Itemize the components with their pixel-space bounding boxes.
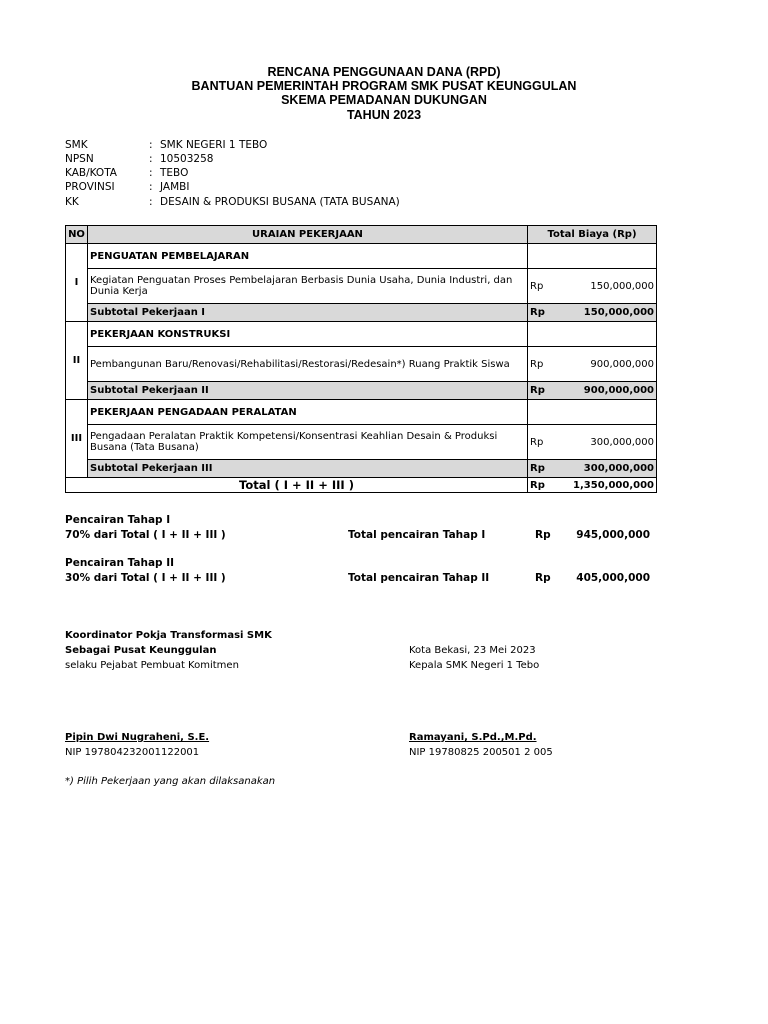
signer-right-nip: NIP 19780825 200501 2 005	[409, 747, 553, 758]
identity-label: NPSN	[65, 153, 94, 165]
pencairan-1-currency: Rp	[535, 529, 551, 541]
identity-colon: :	[149, 139, 153, 151]
currency-label: Rp	[528, 478, 556, 493]
table-row	[66, 347, 657, 382]
identity-colon: :	[149, 167, 153, 179]
total-label: Total ( I + II + III )	[66, 478, 528, 493]
subtotal-label: Subtotal Pekerjaan II	[88, 382, 528, 400]
subtotal-amount: 300,000,000	[556, 460, 657, 478]
currency-label: Rp	[528, 425, 556, 460]
subtotal-row	[66, 304, 657, 322]
table-header-row	[66, 226, 657, 244]
pencairan-2-amount: 405,000,000	[576, 572, 650, 584]
signer-left-name: Pipin Dwi Nugraheni, S.E.	[65, 732, 210, 743]
section-title: PEKERJAAN PENGADAAN PERALATAN	[88, 400, 528, 425]
table-row	[66, 269, 657, 304]
subtotal-amount: 150,000,000	[556, 304, 657, 322]
empty-cell	[528, 400, 657, 425]
pencairan-2-currency: Rp	[535, 572, 551, 584]
signer-left-subtitle: Sebagai Pusat Keunggulan	[65, 645, 217, 656]
pencairan-1-desc: 70% dari Total ( I + II + III )	[65, 529, 226, 541]
rpd-table	[65, 225, 657, 493]
subtotal-amount: 900,000,000	[556, 382, 657, 400]
identity-colon: :	[149, 181, 153, 193]
currency-label: Rp	[528, 269, 556, 304]
empty-cell	[528, 244, 657, 269]
empty-cell	[528, 322, 657, 347]
item-description: Pembangunan Baru/Renovasi/Rehabilitasi/Restorasi/Redesain*) Ruang Praktik Siswa	[88, 347, 528, 382]
item-amount: 300,000,000	[556, 425, 657, 460]
currency-label: Rp	[528, 347, 556, 382]
header-uraian: URAIAN PEKERJAAN	[88, 226, 528, 244]
identity-label: PROVINSI	[65, 181, 115, 193]
identity-value: 10503258	[160, 153, 214, 165]
section-title-row	[66, 244, 657, 269]
currency-label: Rp	[528, 382, 556, 400]
pencairan-2-desc: 30% dari Total ( I + II + III )	[65, 572, 226, 584]
identity-value: JAMBI	[160, 181, 190, 193]
pencairan-1-label: Total pencairan Tahap I	[348, 529, 486, 541]
pencairan-2-title: Pencairan Tahap II	[65, 557, 175, 569]
item-description: Pengadaan Peralatan Praktik Kompetensi/Konsentrasi Keahlian Desain & Produksi Busana (Tata Busana)	[88, 425, 528, 460]
section-title-row	[66, 322, 657, 347]
currency-label: Rp	[528, 304, 556, 322]
subtotal-row	[66, 382, 657, 400]
item-amount: 150,000,000	[556, 269, 657, 304]
place-date: Kota Bekasi, 23 Mei 2023	[409, 645, 536, 656]
section-title: PEKERJAAN KONSTRUKSI	[88, 322, 528, 347]
document-title: RENCANA PENGGUNAAN DANA (RPD)	[267, 65, 501, 79]
pencairan-1-amount: 945,000,000	[576, 529, 650, 541]
pencairan-2-label: Total pencairan Tahap II	[348, 572, 490, 584]
identity-value: TEBO	[160, 167, 189, 179]
signer-left-role: selaku Pejabat Pembuat Komitmen	[65, 660, 239, 671]
currency-label: Rp	[528, 460, 556, 478]
program-title: BANTUAN PEMERINTAH PROGRAM SMK PUSAT KEUNGGULAN	[191, 79, 577, 93]
item-amount: 900,000,000	[556, 347, 657, 382]
identity-colon: :	[149, 153, 153, 165]
signer-left-title: Koordinator Pokja Transformasi SMK	[65, 630, 272, 641]
section-number: I	[66, 244, 88, 322]
item-description: Kegiatan Penguatan Proses Pembelajaran Berbasis Dunia Usaha, Dunia Industri, dan Dunia Kerja	[88, 269, 528, 304]
header-no: NO	[66, 226, 88, 244]
footnote: *) Pilih Pekerjaan yang akan dilaksanakan	[65, 776, 276, 787]
scheme-title: SKEMA PEMADANAN DUKUNGAN	[281, 93, 487, 107]
subtotal-row	[66, 460, 657, 478]
header-biaya: Total Biaya (Rp)	[528, 226, 657, 244]
identity-label: SMK	[65, 139, 88, 151]
pencairan-1-title: Pencairan Tahap I	[65, 514, 171, 526]
total-amount: 1,350,000,000	[556, 478, 657, 493]
signer-left-nip: NIP 197804232001122001	[65, 747, 200, 758]
year-title: TAHUN 2023	[346, 108, 422, 122]
subtotal-label: Subtotal Pekerjaan III	[88, 460, 528, 478]
identity-label: KAB/KOTA	[65, 167, 117, 179]
table-row	[66, 425, 657, 460]
identity-label: KK	[65, 196, 79, 208]
section-number: II	[66, 322, 88, 400]
subtotal-label: Subtotal Pekerjaan I	[88, 304, 528, 322]
section-number: III	[66, 400, 88, 478]
identity-value: SMK NEGERI 1 TEBO	[160, 139, 268, 151]
section-title-row	[66, 400, 657, 425]
identity-value: DESAIN & PRODUKSI BUSANA (TATA BUSANA)	[160, 196, 400, 208]
signer-right-name: Ramayani, S.Pd.,M.Pd.	[409, 732, 537, 743]
total-row	[66, 478, 657, 493]
section-title: PENGUATAN PEMBELAJARAN	[88, 244, 528, 269]
identity-colon: :	[149, 196, 153, 208]
signer-right-role: Kepala SMK Negeri 1 Tebo	[409, 660, 540, 671]
